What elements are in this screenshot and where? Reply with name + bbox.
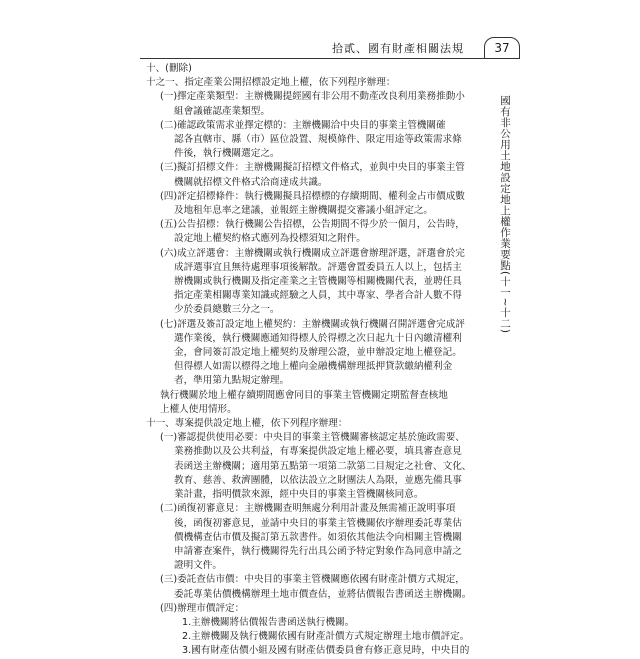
text-line: 價機構查估市價及擬訂第五款書件。如須依其他法令向相關主管機關 (174, 531, 462, 543)
header-rule (140, 58, 484, 59)
document-body (146, 62, 490, 659)
text-line: (四)辦理市價評定： (160, 602, 245, 614)
text-line: (三)擬訂招標文件：主辦機關擬訂招標文件格式，並與中央目的事業主管 (160, 162, 465, 174)
text-line: (一)審認提供使用必要：中央目的事業主管機關審核認定基於施政需要、 (160, 432, 465, 444)
text-line: 教育、慈善、救濟團體，以依法設立之財團法人為限，並應先備具事 (174, 474, 462, 486)
text-line: (三)委託查估市價：中央目的事業主管機關應依國有財產計價方式規定， (160, 574, 465, 586)
text-line: 設定地上權契約格式應列為投標須知之附件。 (174, 233, 366, 245)
text-line: (五)公告招標：執行機關公告招標，公告期間不得少於一個月，公告時， (160, 219, 465, 231)
text-line: 及地租年息率之建議，並報經主辦機關提交審議小組評定之。 (174, 205, 434, 217)
text-line: 表函送主辦機關；適用第五點第一項第二款第二目規定之社會、文化、 (174, 460, 472, 472)
header-title: 拾貳、國有財產相關法規 (332, 42, 464, 55)
text-line: (六)成立評選會：主辦機關或執行機關成立評選會辦理評選，評選會於完 (160, 247, 465, 259)
text-line: 十一、專案提供設定地上權，依下列程序辦理： (146, 418, 348, 430)
text-line: 成評選事宜且無待處理事項後解散。評選會置委員五人以上，包括主 (174, 261, 462, 273)
text-line: 機關就招標文件格式洽商達成共識。 (174, 176, 328, 188)
text-line: 1.主辦機關將估價報告書函送執行機關。 (182, 616, 355, 628)
text-line: 2.主辦機關及執行機關依國有財產計價方式規定辦理土地市價評定。 (182, 631, 470, 643)
text-line: 十之一、指定產業公開招標設定地上權，依下列程序辦理： (146, 77, 396, 89)
text-line: 業計畫，指明價款來源，經中央目的事業主管機關核同意。 (174, 489, 424, 501)
text-line: 認各直轄市、縣（市）區位設置、規模條件、限定用途等政策需求條 (174, 134, 462, 146)
text-line: (四)評定招標條件：執行機關擬具招標標的存續期間、權利金占市價成數 (160, 190, 465, 202)
text-line: 件後，執行機關選定之。 (174, 148, 280, 160)
text-line: 十、(刪除) (146, 63, 192, 74)
text-line: 金，會同簽訂設定地上權契約及辦理公證，並申辦設定地上權登記。 (174, 347, 462, 359)
text-line: 選作業後，執行機關應通知得標人於得標之次日起九十日內繳清權利 (174, 332, 462, 344)
text-line: 少於委員總數三分之一。 (174, 304, 280, 316)
text-line: 但得標人如需以標得之地上權向金融機構辦理抵押貸款繳納權利金 (174, 361, 453, 373)
text-line: 組會議確認產業類型。 (174, 105, 270, 117)
text-line: (七)評選及簽訂設定地上權契約：主辦機關或執行機關召開評選會完成評 (160, 318, 465, 330)
text-line: 3.國有財產估價小組及國有財產估價委員會有修正意見時，中央目的 (182, 645, 470, 657)
text-line: 業務推動以及公共利益，有專案提供設定地上權必要，填具審查意見 (174, 446, 462, 458)
text-line: (二)確認政策需求並擇定標的：主辦機關洽中央目的事業主管機關確 (160, 119, 446, 131)
page-number: 37 (484, 37, 520, 59)
text-line: 執行機關於地上權存續期間應會同目的事業主管機關定期監督查核地 (160, 389, 448, 401)
text-line: 指定產業相關專業知識或經驗之人員，其中專家、學者合計人數不得 (174, 290, 462, 302)
text-line: (一)擇定產業類型：主辦機關提經國有非公用不動產改良利用業務推動小 (160, 91, 465, 103)
text-line: 證明文件。 (174, 560, 222, 572)
chapter-side-tab: 國有非公用土地設定地上權作業要點(十一~十二) (499, 95, 511, 334)
text-line: (二)函復初審意見：主辦機關查明無處分利用計畫及無需補正說明事項 (160, 503, 456, 515)
running-header (140, 37, 520, 59)
text-line: 上權人使用情形。 (160, 403, 237, 415)
text-line: 辦機關或執行機關及指定產業之主管機關等相關機關代表，並聘任具 (174, 276, 462, 288)
text-line: 後，函復初審意見，並請中央目的事業主管機關依序辦理委託專業估 (174, 517, 462, 529)
text-line: 申請審查案件，執行機關得先行出具公函予特定對象作為同意申請之 (174, 545, 462, 557)
text-line: 委託專業估價機構辦理土地市價查估，並將估價報告書函送主辦機關。 (174, 588, 472, 600)
text-line: 者，準用第九點規定辦理。 (174, 375, 290, 387)
